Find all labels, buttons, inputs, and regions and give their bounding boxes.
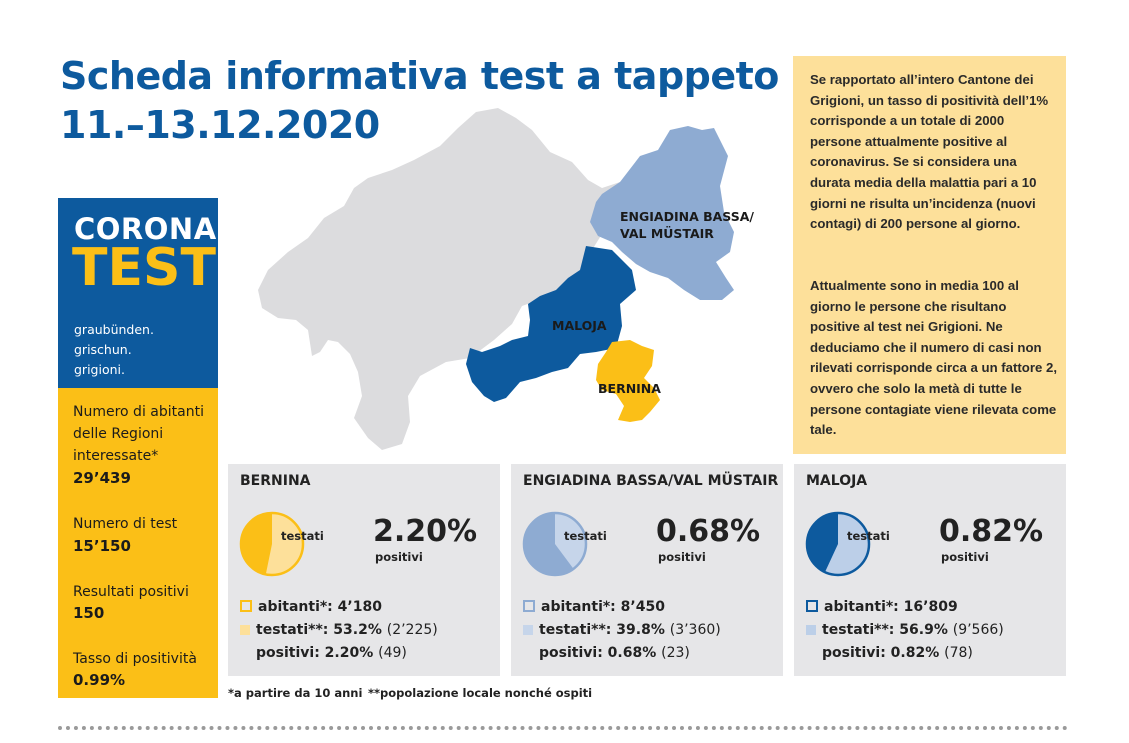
stat-label-positivi: Resultati positivi xyxy=(73,584,189,600)
row-testati: testati**: 39.8% (3’360) xyxy=(523,622,721,638)
row-positivi: positivi: 0.68% (23) xyxy=(539,645,690,661)
page-date: 11.–13.12.2020 xyxy=(60,103,380,147)
test-word: TEST xyxy=(72,238,216,298)
row-testati: testati**: 56.9% (9’566) xyxy=(806,622,1004,638)
graubuenden-map xyxy=(250,100,770,460)
region-name: ENGIADINA BASSA/VAL MÜSTAIR xyxy=(523,473,779,489)
legend-square-outline xyxy=(240,600,252,612)
note-paragraph-1: Se rapportato all’intero Cantone dei Grigioni, un tasso di positività dell’1% corrisponde a un totale di 2000 persone attualmente positive al coronavirus. Se si considera una durata media della malattia pari a 10 giorni ne risulta un’incidenza (nuovi contagi) di 200 persone al giorno. xyxy=(810,72,1049,232)
pie-label-testati: testati xyxy=(564,529,607,543)
tag-line-2: grischun. xyxy=(74,342,132,357)
stat-label-test: Numero di test xyxy=(73,516,178,532)
testati-pie-chart xyxy=(520,509,590,579)
map-label-bernina: BERNINA xyxy=(598,381,661,396)
legend-square-filled xyxy=(523,625,533,635)
page-title: Scheda informativa test a tappeto xyxy=(60,54,779,98)
row-positivi: positivi: 2.20% (49) xyxy=(256,645,407,661)
positivity-label: positivi xyxy=(658,550,706,564)
row-abitanti: abitanti*: 4’180 xyxy=(240,599,382,615)
tag-line-1: graubünden. xyxy=(74,322,154,337)
stat-value-abitanti: 29’439 xyxy=(73,469,131,487)
corona-test-panel xyxy=(58,198,218,388)
row-testati: testati**: 53.2% (2’225) xyxy=(240,622,438,638)
region-card-maloja xyxy=(794,464,1066,676)
footnote-2: **popolazione locale nonché ospiti xyxy=(368,686,593,700)
pie-label-testati: testati xyxy=(281,529,324,543)
region-card-engiadina xyxy=(511,464,783,676)
footnote-1: *a partire da 10 anni xyxy=(228,686,363,700)
region-name: BERNINA xyxy=(240,473,311,489)
dotted-divider xyxy=(58,726,1068,730)
positivity-label: positivi xyxy=(941,550,989,564)
stat-label-abitanti: Numero di abitanti delle Regioni interessate* xyxy=(73,404,204,464)
stat-value-tasso: 0.99% xyxy=(73,671,126,689)
positivity-percentage: 2.20% xyxy=(373,514,478,549)
testati-pie-chart xyxy=(803,509,873,579)
legend-square-filled xyxy=(806,625,816,635)
note-paragraph-2: Attualmente sono in media 100 al giorno le persone che risultano positive al test nei Grigioni. Ne deduciamo che il numero di casi non rilevati corrisponde circa a un fattore 2, ovvero che solo la metà di tutte le persone contagiate viene rilevata come tale. xyxy=(810,278,1057,438)
info-note xyxy=(793,56,1066,454)
testati-pie-chart xyxy=(237,509,307,579)
row-abitanti: abitanti*: 8’450 xyxy=(523,599,665,615)
region-card-bernina xyxy=(228,464,500,676)
legend-square-outline xyxy=(523,600,535,612)
stat-label-tasso: Tasso di positività xyxy=(73,651,197,667)
pie-label-testati: testati xyxy=(847,529,890,543)
row-positivi: positivi: 0.82% (78) xyxy=(822,645,973,661)
map-label-maloja: MALOJA xyxy=(552,318,607,333)
stat-value-positivi: 150 xyxy=(73,604,105,622)
stat-value-test: 15’150 xyxy=(73,537,131,555)
tag-line-3: grigioni. xyxy=(74,362,125,377)
summary-stats-panel xyxy=(58,388,218,698)
row-abitanti: abitanti*: 16’809 xyxy=(806,599,958,615)
legend-square-filled xyxy=(240,625,250,635)
map-label-engiadina: ENGIADINA BASSA/ VAL MÜSTAIR xyxy=(620,209,754,241)
positivity-label: positivi xyxy=(375,550,423,564)
region-name: MALOJA xyxy=(806,473,868,489)
corona-word: CORONA xyxy=(74,212,217,246)
legend-square-outline xyxy=(806,600,818,612)
positivity-percentage: 0.68% xyxy=(656,514,761,549)
positivity-percentage: 0.82% xyxy=(939,514,1044,549)
